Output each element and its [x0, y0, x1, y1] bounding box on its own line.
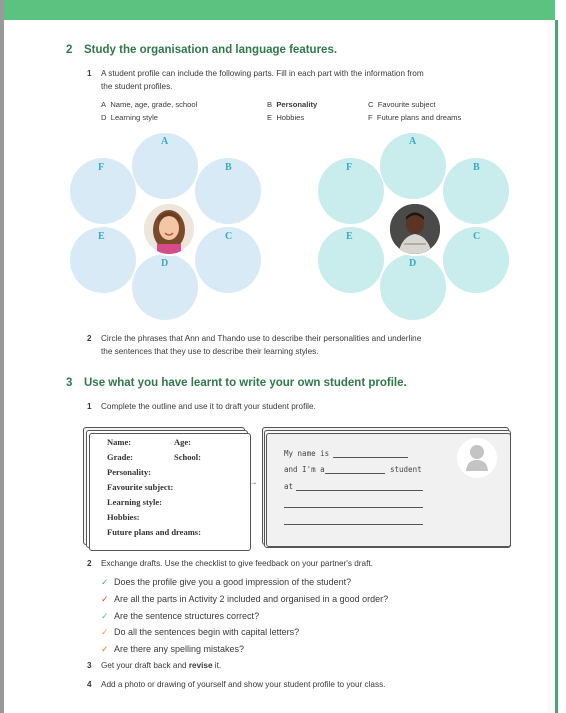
instruction-2-2	[87, 333, 521, 358]
label-b: B	[225, 162, 232, 173]
check-icon: ✓	[101, 611, 109, 621]
instruction-line: Circle the phrases that Ann and Thando use to describe their personalities and underline	[101, 334, 422, 343]
part-e: E Hobbies	[267, 113, 305, 122]
label-f: F	[98, 162, 105, 173]
item-number: 1	[87, 69, 92, 78]
outline-personality: Personality:	[107, 467, 151, 477]
label-a: A	[161, 136, 169, 147]
checklist-item: ✓ Are the sentence structures correct?	[101, 611, 260, 621]
section-title: Use what you have learnt to write your own student profile.	[84, 377, 407, 389]
blank-line	[325, 473, 385, 474]
outline-age: Age:	[174, 437, 191, 447]
outline-school: School:	[174, 452, 201, 462]
label-c: C	[473, 231, 481, 242]
item-number: 2	[87, 334, 92, 343]
blank-line	[284, 524, 423, 525]
student-photo-boy	[388, 202, 442, 256]
part-f: F Future plans and dreams	[368, 113, 462, 122]
instruction-3-3: 3 Get your draft back and revise it.	[101, 660, 521, 673]
part-a: A Name, age, grade, school	[101, 100, 198, 109]
instruction-line: the student profiles.	[101, 81, 173, 91]
left-page-edge	[0, 0, 4, 713]
draft-line-1: My name is	[284, 449, 330, 458]
label-b: B	[473, 162, 480, 173]
item-number: 4	[87, 680, 92, 689]
blank-line	[284, 507, 423, 508]
part-d: D Learning style	[101, 113, 158, 122]
section-title: Study the organisation and language features.	[84, 44, 338, 56]
outline-learning-style: Learning style:	[107, 497, 163, 507]
top-banner	[0, 0, 555, 20]
instruction-2-1	[87, 68, 521, 93]
label-f: F	[346, 162, 353, 173]
label-c: C	[225, 231, 233, 242]
checklist-item: ✓ Are there any spelling mistakes?	[101, 644, 245, 654]
checklist-item: ✓ Do all the sentences begin with capital letters?	[101, 627, 300, 637]
check-icon: ✓	[101, 594, 109, 604]
outline-favourite-subject: Favourite subject:	[107, 482, 174, 492]
outline-name: Name:	[107, 437, 132, 447]
instruction-line: the sentences that they use to describe their learning styles.	[101, 346, 319, 356]
instruction-3-2	[87, 558, 521, 571]
outline-hobbies: Hobbies:	[107, 512, 140, 522]
draft-line-3: at	[284, 482, 294, 491]
outline-future-plans: Future plans and dreams:	[107, 527, 201, 537]
instruction-line: A student profile can include the following parts. Fill in each part with the information from	[101, 69, 424, 78]
section-number: 2	[66, 44, 73, 56]
draft-line-2b: student	[390, 465, 422, 474]
profile-placeholder-icon	[457, 438, 497, 478]
part-c: C Favourite subject	[368, 100, 436, 109]
label-e: E	[346, 231, 353, 242]
section-3-heading	[66, 377, 407, 389]
check-icon: ✓	[101, 627, 109, 637]
label-a: A	[409, 136, 417, 147]
section-number: 3	[66, 377, 73, 389]
item-number: 3	[87, 661, 92, 670]
instruction-line: Add a photo or drawing of yourself and show your student profile to your class.	[101, 680, 386, 689]
instruction-3-1	[87, 401, 521, 414]
label-d: D	[409, 258, 417, 269]
student-photo-girl	[142, 202, 196, 256]
right-page-rule	[555, 20, 558, 713]
instruction-line: Complete the outline and use it to draft your student profile.	[101, 402, 316, 411]
label-e: E	[98, 231, 105, 242]
draft-line-2: and I'm a	[284, 465, 325, 474]
blank-line	[333, 457, 408, 458]
part-b: B Personality	[267, 100, 318, 109]
arrow-icon: →	[248, 477, 258, 488]
label-d: D	[161, 258, 169, 269]
checklist-item: ✓ Does the profile give you a good impression of the student?	[101, 577, 352, 587]
outline-grade: Grade:	[107, 452, 133, 462]
check-icon: ✓	[101, 577, 109, 587]
check-icon: ✓	[101, 644, 109, 654]
item-number: 2	[87, 559, 92, 568]
instruction-line: Exchange drafts. Use the checklist to give feedback on your partner's draft.	[101, 559, 373, 568]
item-number: 1	[87, 402, 92, 411]
blank-line	[296, 490, 423, 491]
instruction-3-4	[87, 679, 521, 692]
section-2-heading	[66, 44, 337, 56]
checklist-item: ✓ Are all the parts in Activity 2 included and organised in a good order?	[101, 594, 389, 604]
